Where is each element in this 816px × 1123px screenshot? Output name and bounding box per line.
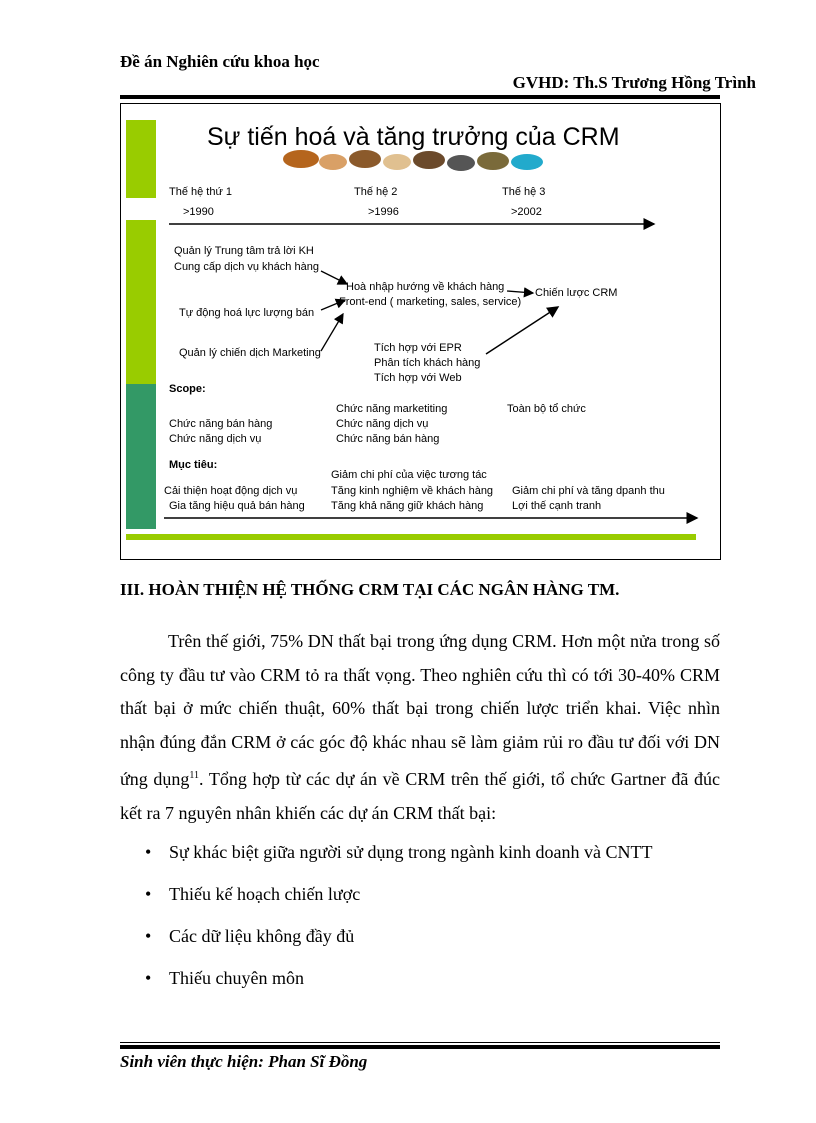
goal-gen1-item: Gia tăng hiệu quả bán hàng xyxy=(169,500,305,512)
integration-item: Tích hợp với EPR xyxy=(374,342,462,354)
flow-arrow-1 xyxy=(321,271,347,284)
body-paragraph xyxy=(120,625,720,831)
decor-bar-green-mid xyxy=(126,220,156,384)
gen1-item: Quản lý Trung tâm trả lời KH xyxy=(174,245,314,257)
gen1-item: Cung cấp dịch vụ khách hàng xyxy=(174,261,319,273)
footer-rule-thick xyxy=(120,1045,720,1049)
list-item-text: Các dữ liệu không đầy đủ xyxy=(169,926,355,946)
goal-gen3-item: Lợi thế cạnh tranh xyxy=(512,500,602,512)
scope-gen2-item: Chức năng bán hàng xyxy=(336,433,440,445)
gen1-item: Quản lý chiến dịch Marketing xyxy=(179,347,321,359)
figure-title: Sự tiến hoá và tăng trưởng của CRM xyxy=(207,123,620,151)
scope-gen1-item: Chức năng bán hàng xyxy=(169,418,273,430)
integration-item: Phân tích khách hàng xyxy=(374,357,481,369)
gen1-item: Tự động hoá lực lượng bán xyxy=(179,307,315,319)
list-item xyxy=(145,968,304,989)
list-item-text: Sự khác biệt giữa người sử dụng trong ngành kinh doanh và CNTT xyxy=(169,842,653,862)
gen3-year: >2002 xyxy=(511,206,542,218)
footer-rule-thin xyxy=(120,1042,720,1043)
shoes-icon xyxy=(283,150,543,171)
bullet-icon: • xyxy=(145,884,152,904)
goal-gen2-item: Tăng khả năng giữ khách hàng xyxy=(331,500,484,512)
goal-gen2-item: Tăng kinh nghiệm về khách hàng xyxy=(331,485,494,497)
flow-arrow-3 xyxy=(321,314,343,351)
footnote-ref[interactable]: 11 xyxy=(189,770,200,782)
scope-label: Scope: xyxy=(169,383,206,395)
paragraph-text-part1: Trên thế giới, 75% DN thất bại trong ứng dụng CRM. Hơn một nửa trong số công ty đầu tư vào CRM tỏ ra thất vọng. Theo nghiên cứu thì có tới 30-40% CRM thất bại ở mức chiến thuật, 60% thất bại trong chiến lược triển khai. Việc nhìn nhận đúng đắn CRM ở các góc độ khác nhau sẽ làm giảm rủi ro đầu tư đối với DN ứng dụng xyxy=(120,631,720,790)
bullet-icon: • xyxy=(145,926,152,946)
bullet-icon: • xyxy=(145,842,152,862)
scope-gen2-item: Chức năng dịch vụ xyxy=(336,418,429,430)
gen1-year: >1990 xyxy=(183,206,214,218)
list-item xyxy=(145,926,354,947)
decor-bottom-stripe xyxy=(126,534,696,540)
integration-item: Tích hợp với Web xyxy=(374,372,462,384)
flow-arrow-4 xyxy=(507,291,533,293)
gen2-line2: Front-end ( marketing, sales, service) xyxy=(339,296,522,308)
scope-gen1-item: Chức năng dịch vụ xyxy=(169,433,262,445)
decor-bar-teal xyxy=(126,384,156,529)
goal-gen2-item: Giảm chi phí của việc tương tác xyxy=(331,469,487,481)
gen1-label: Thế hệ thứ 1 xyxy=(169,186,233,198)
flow-arrow-5 xyxy=(486,307,558,354)
header-rule xyxy=(120,95,720,99)
gen3-label: Thế hệ 3 xyxy=(502,186,546,198)
list-item-text: Thiếu chuyên môn xyxy=(169,968,304,988)
section-heading: III. HOÀN THIỆN HỆ THỐNG CRM TẠI CÁC NGÂN HÀNG TM. xyxy=(120,580,620,599)
paragraph-text-part2: . Tổng hợp từ các dự án về CRM trên thế giới, tổ chức Gartner đã đúc kết ra 7 nguyên nhân khiến các dự án CRM thất bại: xyxy=(120,769,720,823)
list-item xyxy=(145,842,652,863)
gen2-year: >1996 xyxy=(368,206,399,218)
header-right-advisor: GVHD: Th.S Trương Hồng Trình xyxy=(512,73,756,92)
goal-gen1-item: Cải thiện hoạt động dịch vụ xyxy=(164,485,298,497)
list-item-text: Thiếu kế hoạch chiến lược xyxy=(169,884,361,904)
scope-gen2-item: Chức năng marketiting xyxy=(336,403,448,415)
list-item xyxy=(145,884,360,905)
goal-gen3-item: Giảm chi phí và tăng dpanh thu xyxy=(512,485,665,497)
scope-gen3-item: Toàn bộ tổ chức xyxy=(507,403,586,415)
gen3-strategy: Chiến lược CRM xyxy=(535,287,618,299)
footer-author: Sinh viên thực hiện: Phan Sĩ Đồng xyxy=(120,1052,368,1071)
crm-evolution-figure xyxy=(120,103,721,560)
gen2-line1: Hoà nhập hướng về khách hàng xyxy=(346,281,505,293)
decor-bar-white-gap xyxy=(126,198,156,220)
goal-label: Mục tiêu: xyxy=(169,459,218,471)
decor-bar-green-top xyxy=(126,120,156,198)
bullet-icon: • xyxy=(145,968,152,988)
header-left-title: Đề án Nghiên cứu khoa học xyxy=(120,52,320,71)
gen2-label: Thế hệ 2 xyxy=(354,186,398,198)
